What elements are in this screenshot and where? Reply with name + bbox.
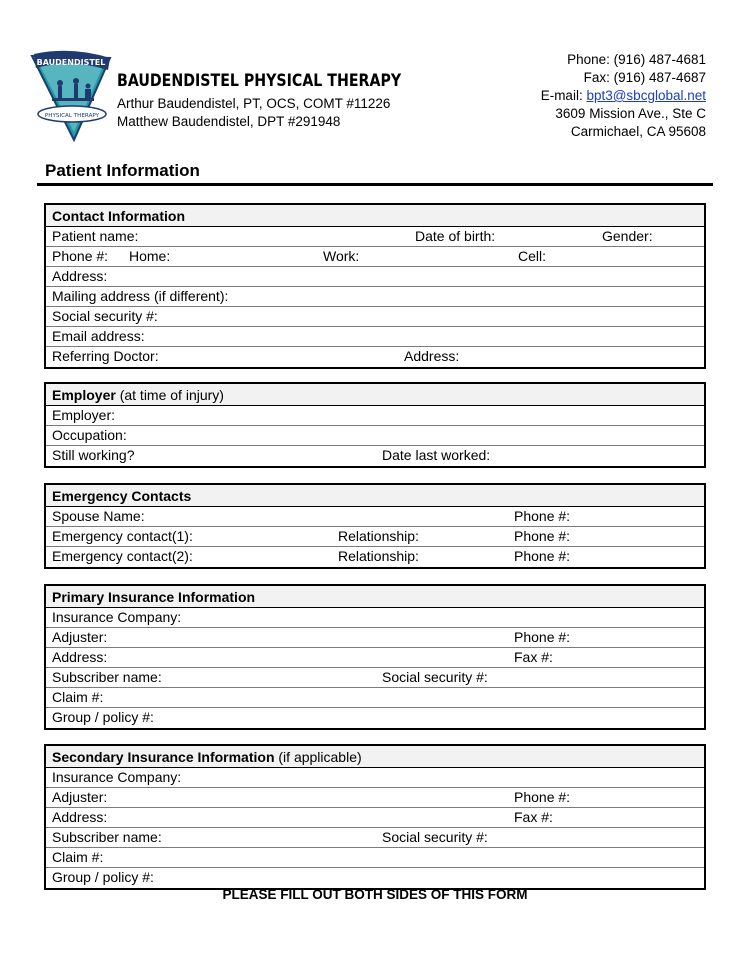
field-label: Phone #: xyxy=(514,629,571,645)
form-row[interactable] xyxy=(46,307,704,327)
field-label: Cell: xyxy=(518,248,547,264)
section-primary-insurance xyxy=(44,584,706,730)
form-row[interactable] xyxy=(46,446,704,466)
field-label: Gender: xyxy=(602,228,653,244)
address-line-1: 3609 Mission Ave., Ste C xyxy=(555,106,706,121)
field-label: Subscriber name: xyxy=(52,669,162,685)
section-heading: Contact Information xyxy=(46,205,704,227)
staff-list xyxy=(117,95,390,131)
form-row[interactable] xyxy=(46,347,704,367)
section-heading: Secondary Insurance Information (if applicable) xyxy=(46,746,704,768)
field-label: Email address: xyxy=(52,328,145,344)
form-row[interactable] xyxy=(46,808,704,828)
field-label: Group / policy #: xyxy=(52,709,154,725)
page-title: Patient Information xyxy=(45,161,200,180)
section-subtitle: (if applicable) xyxy=(274,749,362,765)
letterhead xyxy=(0,0,750,160)
section-subtitle: (at time of injury) xyxy=(115,387,224,403)
field-label: Relationship: xyxy=(338,528,419,544)
field-label: Claim #: xyxy=(52,849,104,865)
section-employer xyxy=(44,382,706,468)
field-label: Emergency contact(1): xyxy=(52,528,193,544)
form-row[interactable] xyxy=(46,426,704,446)
form-row[interactable] xyxy=(46,547,704,567)
form-row[interactable] xyxy=(46,327,704,347)
field-label: Date of birth: xyxy=(415,228,496,244)
field-label: Phone #: xyxy=(514,528,571,544)
title-divider xyxy=(37,183,713,186)
form-row[interactable] xyxy=(46,628,704,648)
field-label: Fax #: xyxy=(514,809,553,825)
field-label: Home: xyxy=(129,248,171,264)
form-row[interactable] xyxy=(46,247,704,267)
fax-text: Fax: (916) 487-4687 xyxy=(583,70,706,85)
contact-block xyxy=(541,51,706,141)
form-row[interactable] xyxy=(46,788,704,808)
email-line xyxy=(541,87,706,105)
section-heading: Primary Insurance Information xyxy=(46,586,704,608)
section-emergency-contacts xyxy=(44,483,706,569)
form-row[interactable] xyxy=(46,527,704,547)
form-row[interactable] xyxy=(46,768,704,788)
form-row[interactable] xyxy=(46,227,704,247)
field-label: Phone #: xyxy=(514,508,571,524)
section-heading: Employer (at time of injury) xyxy=(46,384,704,406)
svg-text:BAUDENDISTEL: BAUDENDISTEL xyxy=(36,58,106,67)
field-label: Adjuster: xyxy=(52,629,108,645)
field-label: Group / policy #: xyxy=(52,869,154,885)
field-label: Phone #: xyxy=(514,789,571,805)
field-label: Date last worked: xyxy=(382,447,491,463)
form-row[interactable] xyxy=(46,608,704,628)
field-label: Insurance Company: xyxy=(52,769,182,785)
field-label: Patient name: xyxy=(52,228,139,244)
field-label: Address: xyxy=(404,348,460,364)
section-contact-information xyxy=(44,203,706,369)
email-link[interactable]: bpt3@sbcglobal.net xyxy=(586,88,706,103)
section-heading: Emergency Contacts xyxy=(46,485,704,507)
field-label: Social security #: xyxy=(382,829,488,845)
field-label: Claim #: xyxy=(52,689,104,705)
form-row[interactable] xyxy=(46,868,704,888)
form-row[interactable] xyxy=(46,668,704,688)
field-label: Emergency contact(2): xyxy=(52,548,193,564)
svg-text:PHYSICAL THERAPY: PHYSICAL THERAPY xyxy=(44,113,100,119)
form-row[interactable] xyxy=(46,648,704,668)
form-row[interactable] xyxy=(46,287,704,307)
field-label: Still working? xyxy=(52,447,135,463)
field-label: Work: xyxy=(323,248,360,264)
field-label: Insurance Company: xyxy=(52,609,182,625)
business-name: BAUDENDISTEL PHYSICAL THERAPY xyxy=(117,71,402,90)
staff-member: Matthew Baudendistel, DPT #291948 xyxy=(117,114,341,129)
field-label: Occupation: xyxy=(52,427,127,443)
field-label: Spouse Name: xyxy=(52,508,145,524)
field-label: Subscriber name: xyxy=(52,829,162,845)
phone-text: Phone: (916) 487-4681 xyxy=(567,52,706,67)
field-label: Phone #: xyxy=(52,248,109,264)
form-row[interactable] xyxy=(46,267,704,287)
form-row[interactable] xyxy=(46,688,704,708)
field-label: Employer: xyxy=(52,407,116,423)
field-label: Referring Doctor: xyxy=(52,348,159,364)
field-label: Relationship: xyxy=(338,548,419,564)
form-row[interactable] xyxy=(46,406,704,426)
field-label: Phone #: xyxy=(514,548,571,564)
field-label: Mailing address (if different): xyxy=(52,288,229,304)
clinic-logo xyxy=(30,50,112,142)
field-label: Address: xyxy=(52,268,108,284)
footer-note: PLEASE FILL OUT BOTH SIDES OF THIS FORM xyxy=(222,887,528,902)
section-secondary-insurance xyxy=(44,744,706,890)
field-label: Address: xyxy=(52,809,108,825)
field-label: Address: xyxy=(52,649,108,665)
form-row[interactable] xyxy=(46,848,704,868)
form-row[interactable] xyxy=(46,507,704,527)
form-row[interactable] xyxy=(46,708,704,728)
field-label: Social security #: xyxy=(52,308,158,324)
staff-member: Arthur Baudendistel, PT, OCS, COMT #11226 xyxy=(117,96,391,111)
field-label: Social security #: xyxy=(382,669,488,685)
field-label: Fax #: xyxy=(514,649,553,665)
address-line-2: Carmichael, CA 95608 xyxy=(570,124,706,139)
field-label: Adjuster: xyxy=(52,789,108,805)
email-label: E-mail: xyxy=(540,88,587,103)
form-row[interactable] xyxy=(46,828,704,848)
